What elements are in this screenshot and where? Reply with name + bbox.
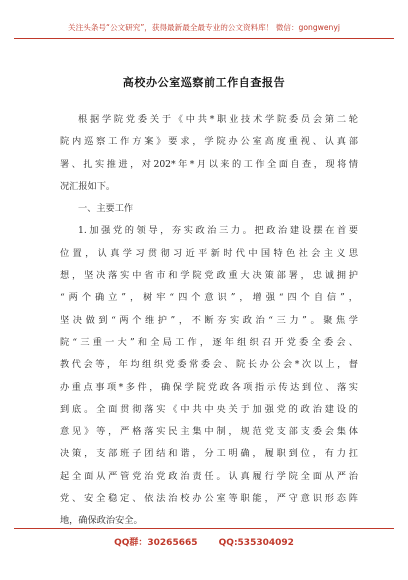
body-line: 1.加强党的领导，夯实政治三力。把政治建设摆在首要 [78, 225, 358, 237]
footer-qq: QQ:535304092 [218, 538, 294, 548]
header-note: 关注头条号“公文研究”，获得最新最全最专业的公文资料库！ 微信：gongwenyj [68, 23, 340, 32]
body-line: 位置，认真学习贯彻习近平新时代中国特色社会主义思 [60, 247, 358, 259]
body-line: 到底。全面贯彻落实《中共中央关于加强党的政治建设的 [60, 403, 358, 415]
body-line: 地，确保政治安全。 [60, 515, 143, 527]
header-divider [14, 38, 394, 39]
footer-divider [14, 528, 394, 529]
body-line: 想，坚决落实中省市和学院党政重大决策部署，忠诚拥护 [60, 270, 358, 282]
body-line: 起全面从严管党治党政治责任。认真履行学院全面从严治 [60, 470, 358, 482]
body-line: “两个确立”，树牢“四个意识”，增强“四个自信”， [60, 292, 358, 304]
body-line: 根据学院党委关于《中共*职业技术学院委员会第二轮 [78, 114, 358, 125]
body-line: 意见》等，严格落实民主集中制，规范党支部支委会集体 [60, 426, 358, 438]
body-line: 院内巡察工作方案》要求，学院办公室高度重视、认真部 [60, 136, 358, 148]
body-line: 署、扎实推进，对202*年*月以来的工作全面自查，现将情 [60, 158, 358, 170]
body-line: 坚决做到“两个维护”，不断夯实政治“三力”。聚焦学 [60, 314, 358, 326]
footer-contact [0, 535, 408, 548]
body-line: 办重点事项*多件，确保学院党政各项指示传达到位、落实 [60, 381, 358, 393]
body-line: 教代会等，年均组织党委常委会、院长办公会*次以上，督 [60, 359, 358, 371]
body-line: 院“三重一大”和全局工作，逐年组织召开党委全委会、 [60, 336, 358, 348]
body-line: 党、安全稳定、依法治校办公室等职能，严守意识形态阵 [60, 493, 358, 505]
footer-qq-group: QQ群：30265665 [114, 538, 198, 548]
document-title: 高校办公室巡察前工作自查报告 [122, 76, 286, 89]
body-line: 况汇报如下。 [60, 180, 116, 192]
document-body [60, 109, 358, 533]
section-heading: 一、主要工作 [78, 203, 134, 215]
body-line: 决策，支部班子团结和谐，分工明确，履职到位，有力扛 [60, 448, 358, 460]
